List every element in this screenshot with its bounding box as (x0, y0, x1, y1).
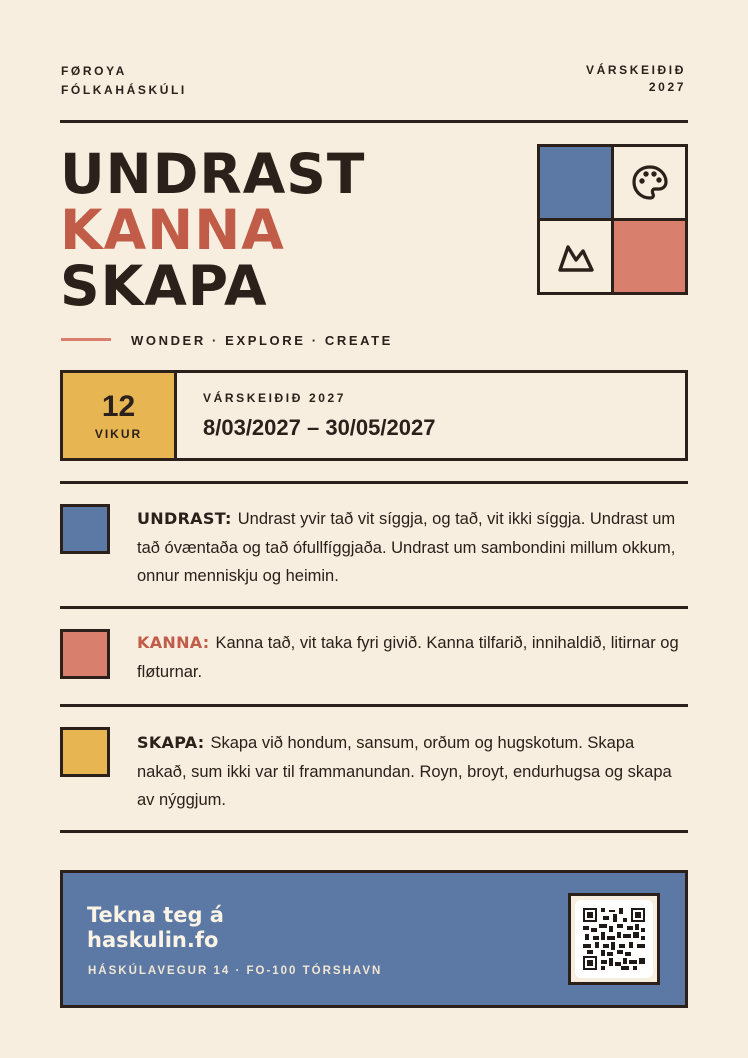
dates-box (60, 370, 688, 461)
pillar-heading: UNDRAST: (137, 509, 232, 528)
page-title (60, 142, 366, 318)
pillar-skapa (60, 707, 688, 830)
pillar-body: Skapa við hondum, sansum, orðum og hugskotum. Skapa nakað, sum ikki var til frammanundan. Royn, broyt, endurhugsa og skapa av nýggjum. (137, 734, 672, 809)
pillar-undrast (60, 484, 688, 606)
pillar-swatch-yellow (60, 727, 110, 777)
pillar-kanna (60, 609, 688, 704)
qr-code-icon[interactable] (583, 908, 645, 970)
pillar-text (137, 629, 682, 686)
date-info (177, 373, 435, 458)
signup-heading (87, 903, 224, 953)
semester-label: VÁRSKEIÐIÐ 2027 (203, 390, 347, 405)
qr-card (575, 900, 653, 978)
title-line-undrast: UNDRAST (60, 142, 366, 206)
mosaic-blue-tile (540, 147, 611, 218)
signup-line-1: Tekna teg á (87, 903, 224, 927)
title-line-skapa: SKAPA (60, 254, 268, 318)
pillar-heading: SKAPA: (137, 733, 205, 752)
weeks-number: 12 (101, 389, 136, 423)
term-line-1: VÁRSKEIÐIÐ (585, 63, 686, 77)
pillar-swatch-salmon (60, 629, 110, 679)
organization-name (61, 62, 187, 100)
address: HÁSKÚLAVEGUR 14 · FO-100 TÓRSHAVN (88, 965, 383, 977)
weeks-badge (63, 373, 177, 458)
weeks-unit: VIKUR (94, 426, 143, 441)
tagline-dash (61, 338, 111, 341)
color-mosaic (537, 144, 688, 295)
org-line-2: FÓLKAHÁSKÚLI (61, 83, 187, 97)
signup-panel (60, 870, 688, 1008)
mosaic-mountain-tile (540, 221, 611, 292)
org-line-1: FØROYA (61, 64, 127, 78)
pillar-heading: KANNA: (137, 633, 210, 652)
mosaic-palette-tile (614, 147, 685, 218)
mountain-icon (555, 236, 597, 278)
pillar-body: Kanna tað, vit taka fyri givið. Kanna tilfarið, innihaldið, litirnar og fløturnar. (137, 634, 679, 681)
term-label (586, 62, 686, 96)
tagline: WONDER · EXPLORE · CREATE (131, 333, 393, 348)
mosaic-salmon-tile (614, 221, 685, 292)
palette-icon (629, 162, 671, 204)
pillar-text (137, 505, 682, 591)
pillar-swatch-blue (60, 504, 110, 554)
signup-link[interactable]: haskulin.fo (87, 928, 219, 952)
term-line-2: 2027 (648, 80, 686, 94)
pillar-text (137, 729, 682, 815)
top-divider (60, 120, 688, 123)
bottom-divider (60, 830, 688, 833)
pillar-body: Undrast yvir tað vit síggja, og tað, vit ikki síggja. Undrast um tað óvæntaða og tað ófullfíggjaða. Undrast um sambondini millum okkum, onnur menniskju og heimin. (137, 510, 676, 585)
date-range: 8/03/2027 – 30/05/2027 (203, 414, 436, 440)
title-line-kanna: KANNA (60, 198, 285, 262)
qr-frame (568, 893, 660, 985)
